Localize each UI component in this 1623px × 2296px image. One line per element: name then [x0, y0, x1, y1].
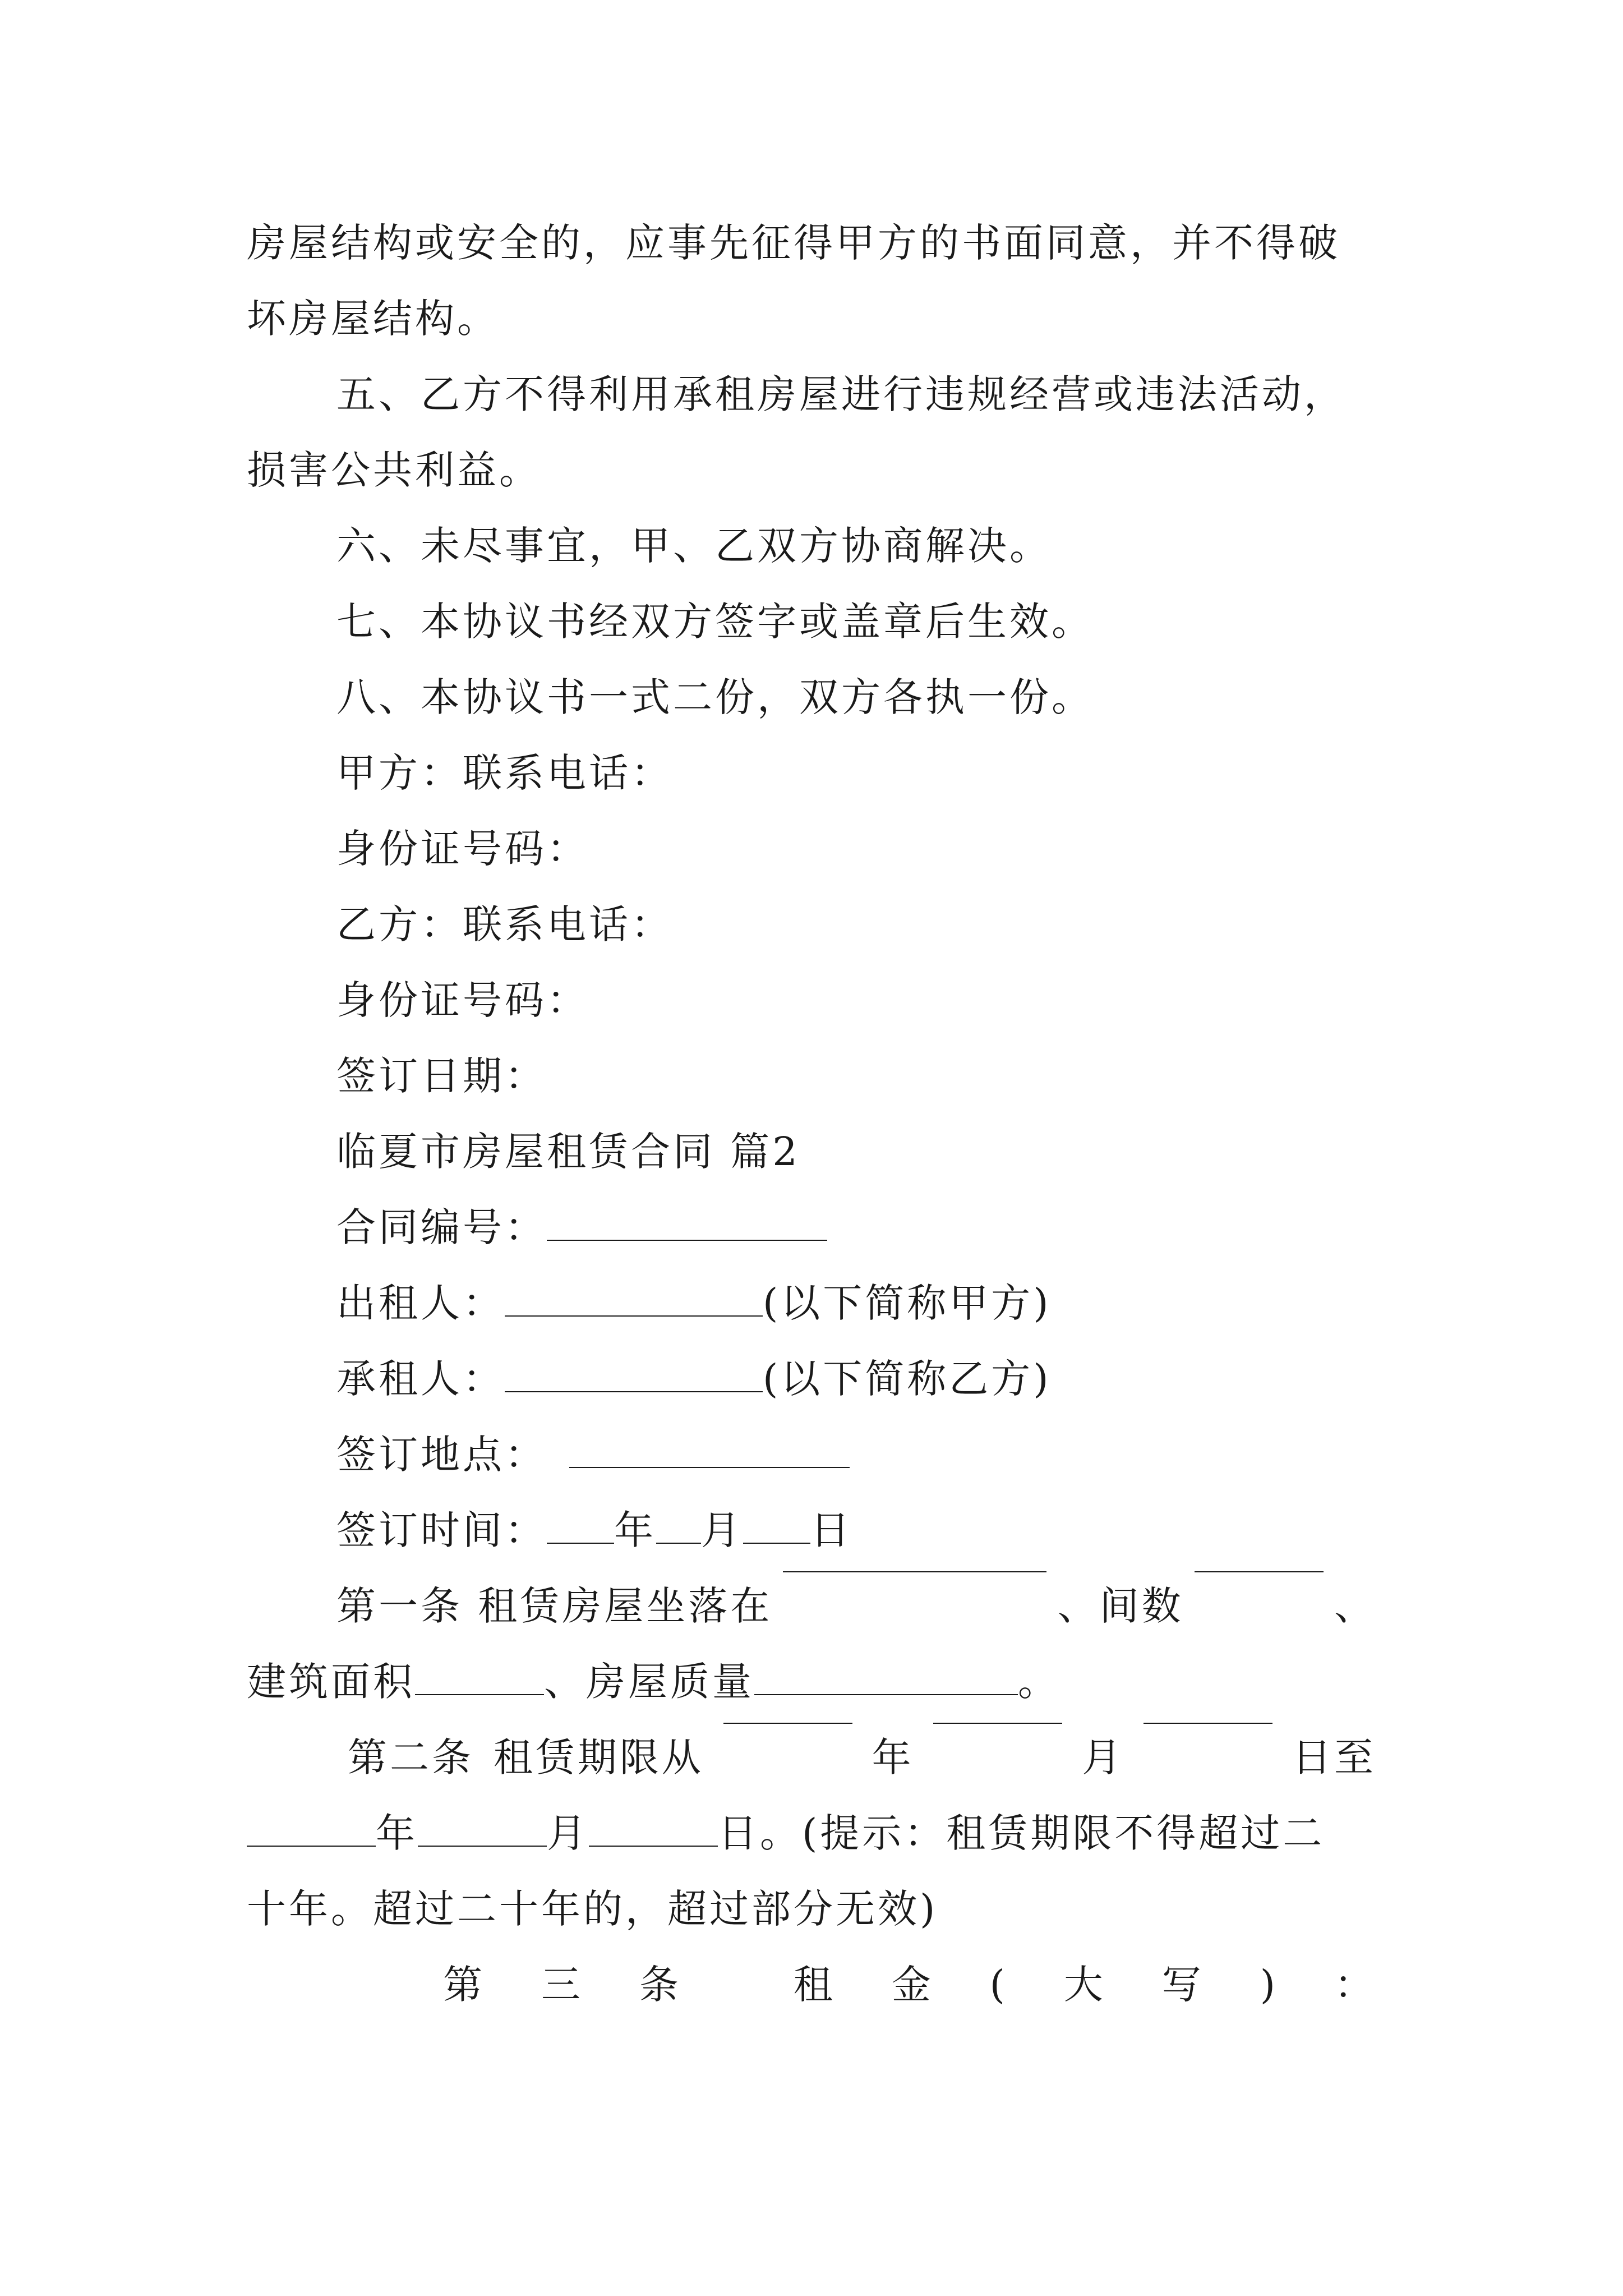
end-year-blank[interactable] [247, 1842, 376, 1847]
article-two-note: 十年。超过二十年的，超过部分无效) [247, 1886, 938, 1932]
lessee-row [336, 1341, 1376, 1417]
end-year-label: 年 [376, 1810, 418, 1856]
start-month-label: 月 [1082, 1734, 1124, 1780]
article-three-char: ) [1260, 1962, 1279, 2008]
article-three-char: ： [1334, 1962, 1376, 2008]
location-blank[interactable] [783, 1568, 1046, 1572]
article-three-char: 第 [443, 1962, 485, 2008]
rooms-blank[interactable] [1195, 1568, 1324, 1572]
sign-time-row [336, 1492, 1376, 1568]
article-two-head-b: 租赁期限从 [493, 1734, 704, 1780]
article-two-line1 [348, 1719, 1376, 1796]
area-blank[interactable] [415, 1691, 544, 1695]
lessee-suffix: (以下简称乙方) [763, 1356, 1052, 1402]
start-day-blank[interactable] [1144, 1719, 1272, 1724]
contract-number-row [336, 1189, 1376, 1266]
article-three-char: 条 [639, 1962, 681, 2008]
article-three-char: 大 [1063, 1962, 1106, 2008]
year-blank[interactable] [547, 1539, 614, 1544]
period: 。 [1018, 1659, 1060, 1705]
sign-place-blank[interactable] [569, 1464, 850, 1468]
end-month-blank[interactable] [418, 1842, 547, 1847]
sign-place-row [336, 1416, 1376, 1493]
lessee-blank[interactable] [505, 1388, 763, 1392]
start-year-label: 年 [872, 1734, 914, 1780]
clause-five: 五、乙方不得利用承租房屋进行违规经营或违法活动， [336, 371, 1346, 417]
sign-place-label: 签订地点： [336, 1432, 547, 1478]
article-three-char: 三 [541, 1962, 583, 2008]
contract-number-label: 合同编号： [336, 1204, 547, 1250]
lessor-label: 出租人： [336, 1280, 505, 1326]
quality-label: 、房屋质量 [544, 1659, 754, 1705]
paragraph-line: 损害公共利益。 [247, 447, 541, 493]
separator: 、 [1334, 1583, 1376, 1629]
lessor-suffix: (以下简称甲方) [763, 1280, 1052, 1326]
start-year-blank[interactable] [723, 1719, 852, 1724]
article-one-rooms-label: 、间数 [1057, 1583, 1184, 1629]
paragraph-line: 坏房屋结构。 [247, 296, 499, 342]
lessor-blank[interactable] [505, 1312, 763, 1317]
contract-number-blank[interactable] [547, 1236, 827, 1241]
year-label: 年 [614, 1507, 656, 1553]
article-two-head-a: 第二条 [348, 1734, 474, 1780]
article-one-line2 [247, 1644, 1376, 1720]
quality-blank[interactable] [754, 1691, 1018, 1695]
article-three-char: 金 [891, 1962, 934, 2008]
clause-seven: 七、本协议书经双方签字或盖章后生效。 [336, 599, 1094, 645]
end-month-label: 月 [547, 1810, 589, 1856]
paragraph-line: 房屋结构或安全的，应事先征得甲方的书面同意，并不得破 [247, 220, 1340, 266]
start-month-blank[interactable] [933, 1719, 1062, 1724]
clause-six: 六、未尽事宜，甲、乙双方协商解决。 [336, 523, 1052, 569]
lessor-row [336, 1265, 1376, 1341]
day-label: 日 [810, 1507, 852, 1553]
month-label: 月 [701, 1507, 743, 1553]
end-day-blank[interactable] [589, 1842, 718, 1847]
sign-time-label: 签订时间： [336, 1507, 547, 1553]
sign-date: 签订日期： [336, 1053, 547, 1099]
article-three-char: 租 [793, 1962, 836, 2008]
party-b-id: 身份证号码： [336, 977, 589, 1023]
article-one-location-label: 第一条 租赁房屋坐落在 [336, 1583, 773, 1629]
section-title: 临夏市房屋租赁合同 篇2 [336, 1129, 800, 1175]
start-day-to: 日至 [1292, 1734, 1376, 1780]
day-blank[interactable] [743, 1539, 810, 1544]
month-blank[interactable] [656, 1539, 701, 1544]
clause-eight: 八、本协议书一式二份，双方各执一份。 [336, 674, 1094, 720]
party-b-contact: 乙方：联系电话： [336, 901, 673, 947]
article-two-end: 日。(提示：租赁期限不得超过二 [718, 1810, 1325, 1856]
area-label: 建筑面积 [247, 1659, 415, 1705]
party-a-contact: 甲方：联系电话： [336, 750, 673, 796]
party-a-id: 身份证号码： [336, 826, 589, 872]
article-three-char: 写 [1161, 1962, 1204, 2008]
article-three-line [443, 1947, 1376, 2023]
article-three-char: ( [989, 1962, 1008, 2008]
lessee-label: 承租人： [336, 1356, 505, 1402]
article-two-line2 [247, 1795, 1376, 1871]
article-one-line1 [336, 1568, 1376, 1644]
